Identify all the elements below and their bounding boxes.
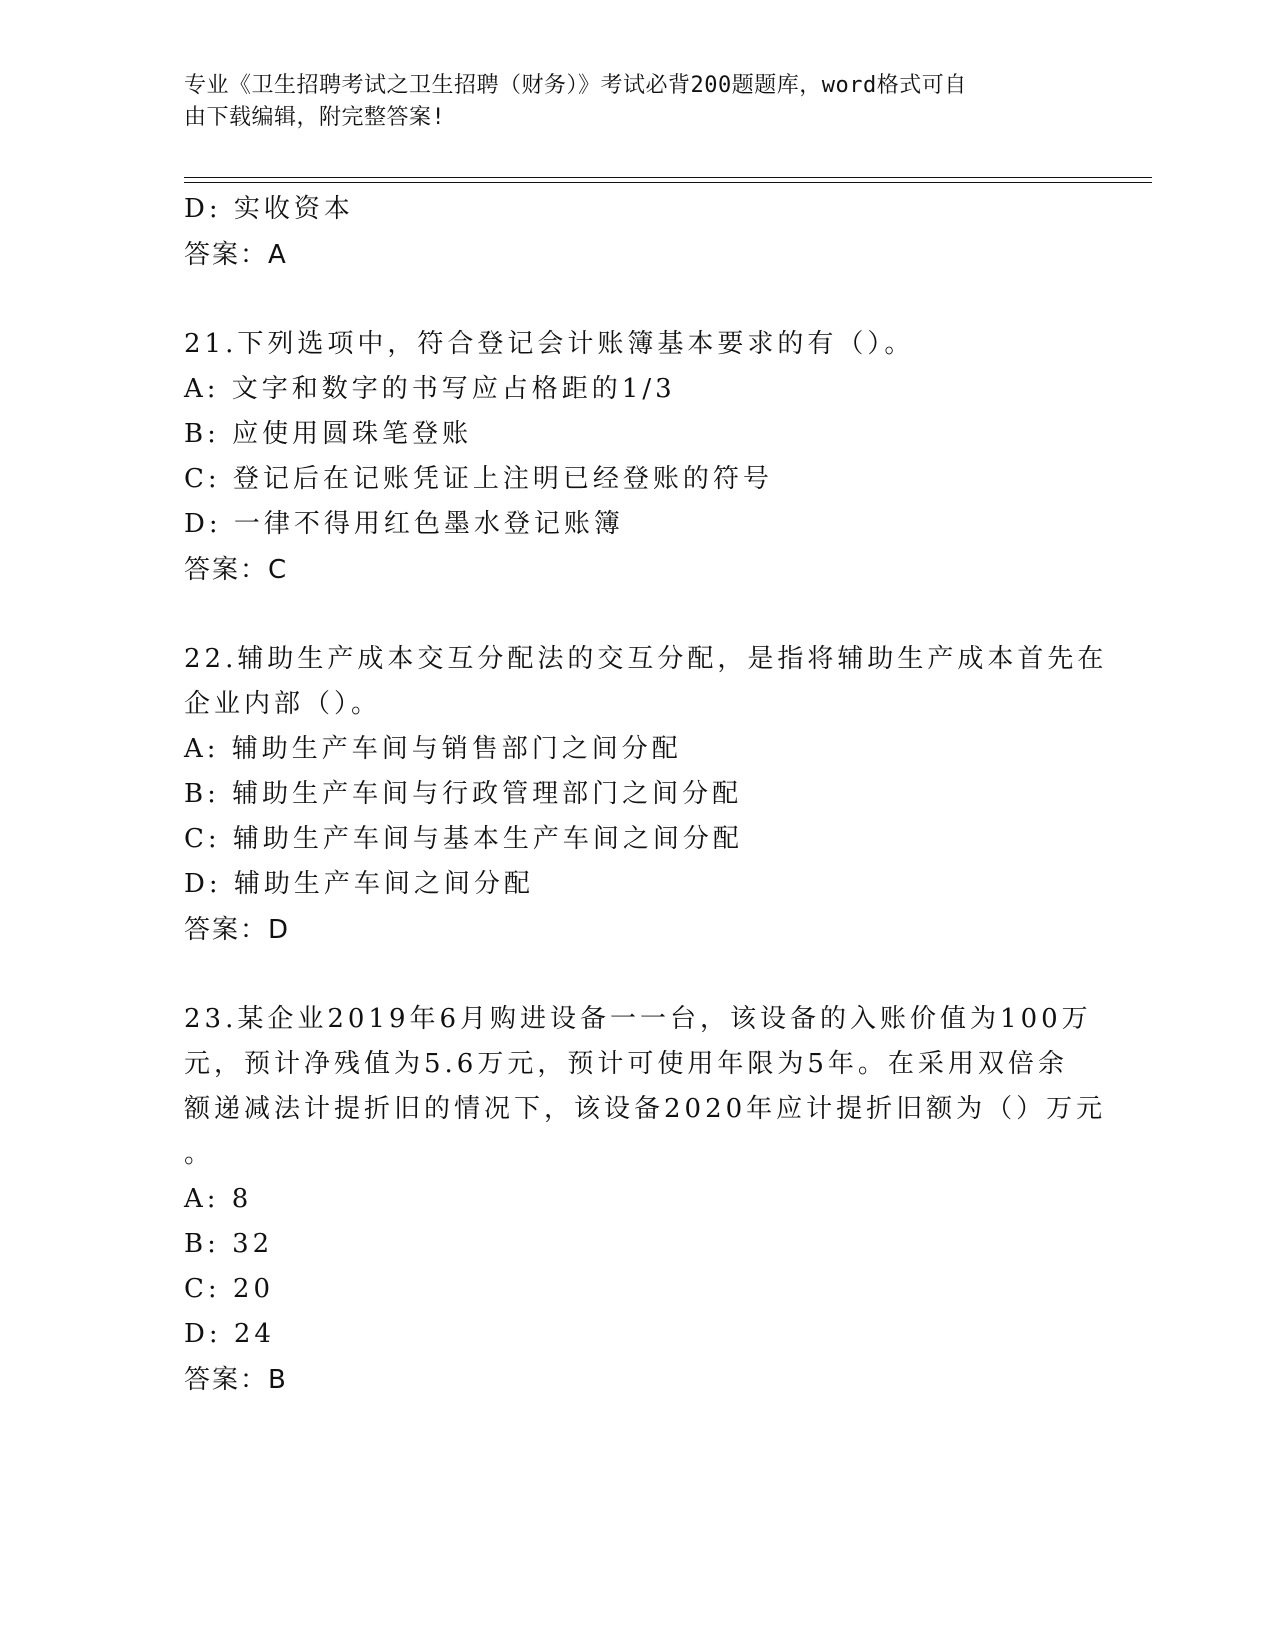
header-line-2: 由下载编辑，附完整答案! <box>184 105 446 130</box>
header-line-1: 专业《卫生招聘考试之卫生招聘（财务）》考试必背200题题库，word格式可自 <box>184 73 967 98</box>
option-b: B: 辅助生产车间与行政管理部门之间分配 <box>184 779 743 809</box>
answer-line: 答案：A <box>184 240 288 270</box>
question-stem <box>184 997 1107 1177</box>
option-a: A: 辅助生产车间与销售部门之间分配 <box>184 734 682 764</box>
option-d: D: 一律不得用红色墨水登记账簿 <box>184 509 624 539</box>
option-a: A: 8 <box>184 1184 253 1214</box>
stem-line: 企业内部（）。 <box>184 689 382 719</box>
option-c: C: 辅助生产车间与基本生产车间之间分配 <box>184 824 743 854</box>
question-22 <box>184 637 1108 953</box>
header-rule-top <box>184 177 1152 178</box>
option-b: B: 应使用圆珠笔登账 <box>184 419 473 449</box>
stem-line: 21.下列选项中，符合登记会计账簿基本要求的有（）。 <box>184 329 915 359</box>
question-stem <box>184 322 1084 367</box>
spacer <box>184 593 1084 637</box>
option-d: D: 24 <box>184 1319 275 1349</box>
answer-line: 答案：D <box>184 915 291 945</box>
stem-line: 。 <box>184 1139 215 1169</box>
question-21 <box>184 322 1084 593</box>
option-a: A: 文字和数字的书写应占格距的1/3 <box>184 374 676 404</box>
stem-line: 23.某企业2019年6月购进设备一一台，该设备的入账价值为100万 <box>184 1004 1092 1034</box>
spacer <box>184 953 1084 997</box>
document-header <box>184 70 1084 134</box>
spacer <box>184 278 1084 322</box>
header-rule-bottom <box>184 182 1152 183</box>
stem-line: 额递减法计提折旧的情况下，该设备2020年应计提折旧额为（）万元 <box>184 1094 1107 1124</box>
option-d: D: 实收资本 <box>184 194 354 224</box>
option-c: C: 20 <box>184 1274 275 1304</box>
answer-line: 答案：C <box>184 555 289 585</box>
question-list <box>184 187 1108 1403</box>
option-b: B: 32 <box>184 1229 274 1259</box>
option-d: D: 辅助生产车间之间分配 <box>184 869 534 899</box>
question-23 <box>184 997 1107 1403</box>
carryover-question <box>184 187 1084 278</box>
stem-line: 元，预计净残值为5.6万元，预计可使用年限为5年。在采用双倍余 <box>184 1049 1068 1079</box>
option-c: C: 登记后在记账凭证上注明已经登账的符号 <box>184 464 773 494</box>
stem-line: 22.辅助生产成本交互分配法的交互分配，是指将辅助生产成本首先在 <box>184 644 1108 674</box>
answer-line: 答案：B <box>184 1365 288 1395</box>
question-stem <box>184 637 1108 727</box>
